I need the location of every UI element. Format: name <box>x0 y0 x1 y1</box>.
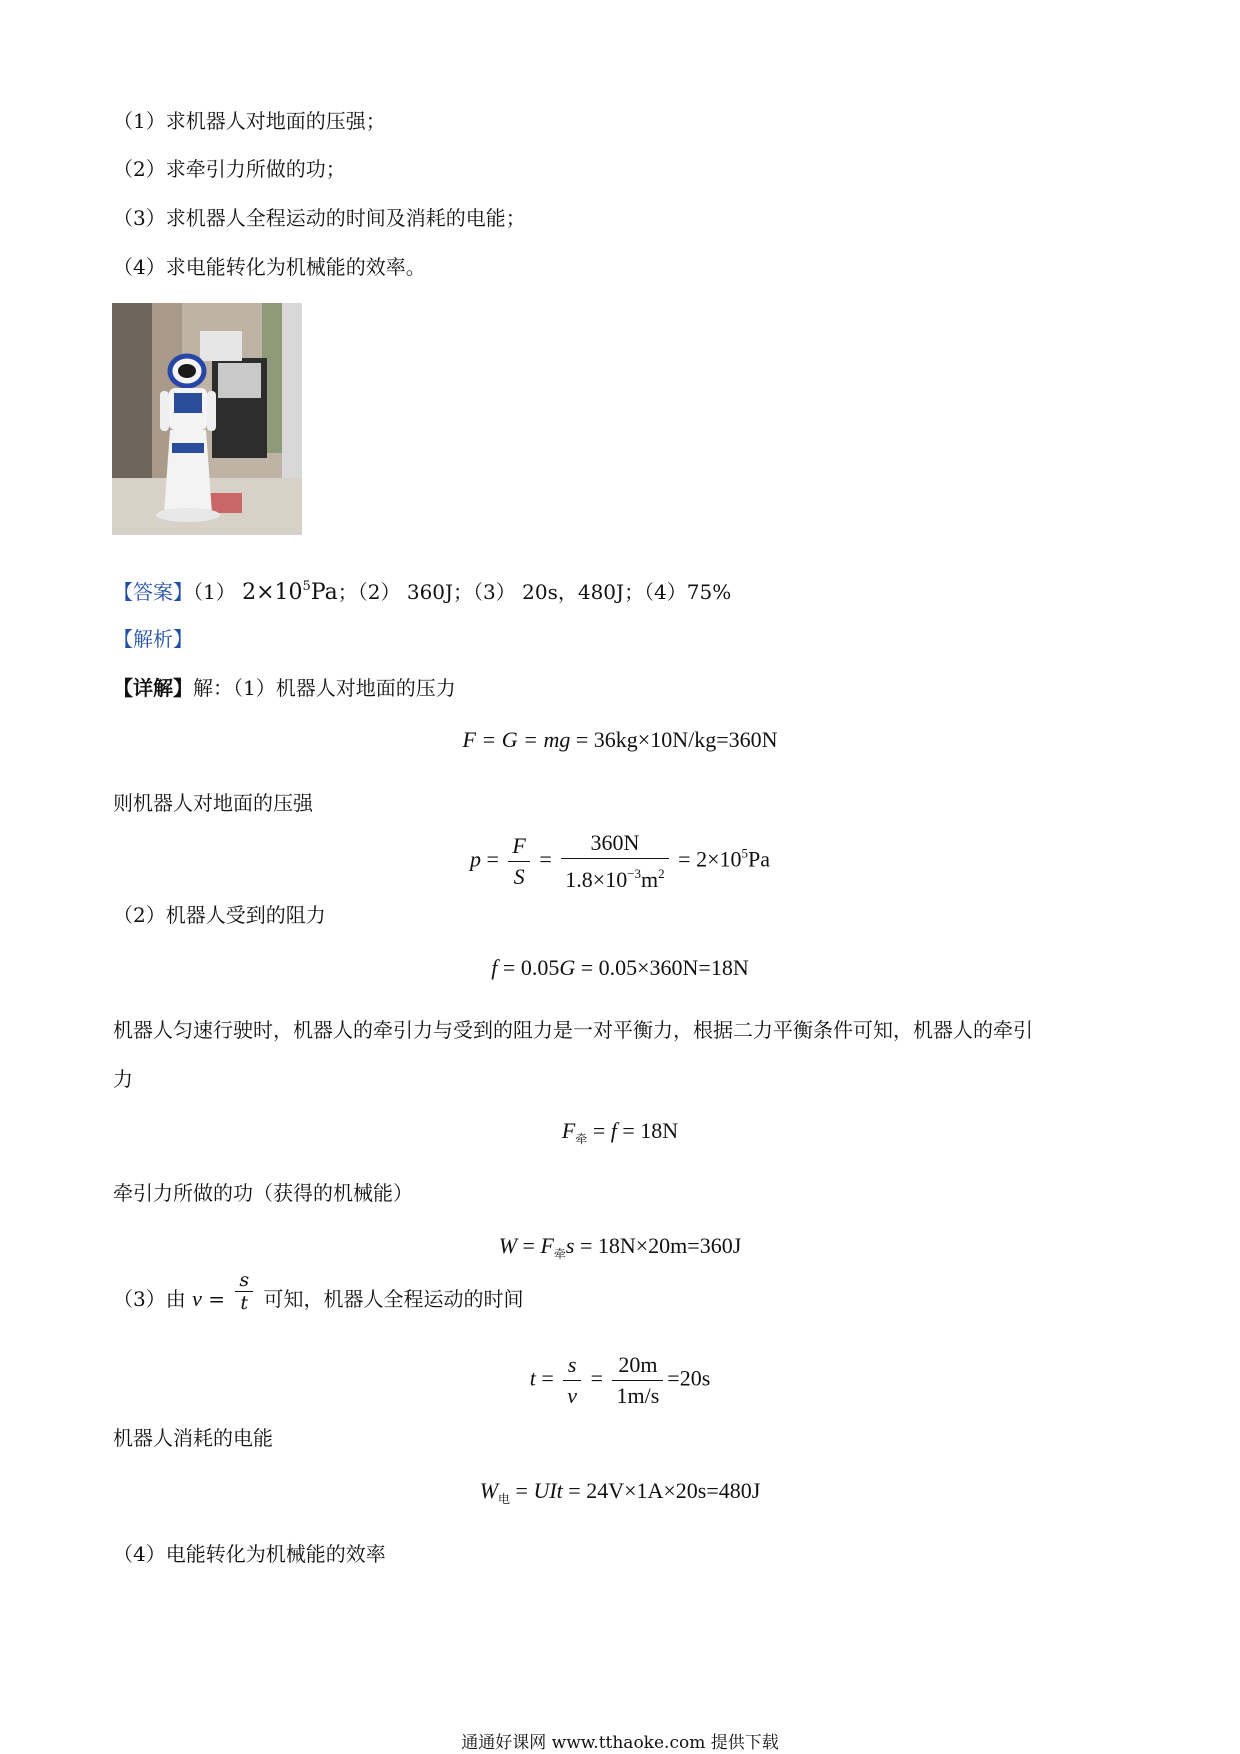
analysis-label: 【解析】 <box>113 627 193 651</box>
answer-label: 【答案】 <box>113 580 193 604</box>
equation-force: F = G = mg = 36kg×10N/kg=360N <box>462 727 778 752</box>
answer-value-4: 75% <box>686 580 732 604</box>
detail-intro <box>113 675 456 701</box>
robot-photo <box>112 303 302 535</box>
answer-value-3b: 480J <box>577 580 625 604</box>
detail-intro-text: 解：（1）机器人对地面的压力 <box>193 676 456 700</box>
answer-part-1: （1） <box>193 580 236 604</box>
answer-value-1: $2\times 10^5Pa$ <box>242 579 338 605</box>
time-line: （3）由 v = $\frac{s}{t}$ 可知，机器人全程运动的时间 <box>113 1269 524 1314</box>
equation-traction: $F_牵 = f = 18N$ <box>561 1118 679 1146</box>
detail-label: 【详解】 <box>113 676 193 700</box>
answer-value-2: 360J <box>406 580 454 604</box>
answer-sep-4: ；（4） <box>624 580 687 604</box>
robot-photo-illustration <box>112 303 302 535</box>
answer-line <box>113 574 731 606</box>
answer-value-3a: 20s <box>522 580 558 604</box>
footer-source: 通通好课网 www.tthaoke.com 提供下载 <box>461 1733 779 1753</box>
work-line: 牵引力所做的功（获得的机械能） <box>113 1181 413 1205</box>
fraction-s-over-t: $\frac{s}{t}$ <box>235 1269 253 1314</box>
answer-sep-3: ， <box>557 580 578 604</box>
fraction-20m-over-1ms: $\frac{20m}{1m/s}$ <box>612 1350 663 1411</box>
pressure-line: 则机器人对地面的压强 <box>113 791 313 815</box>
answer-sep-1: ；（2） <box>337 580 401 604</box>
fraction-f-over-s: $\frac{F}{S}$ <box>508 831 529 892</box>
question-2: （2）求牵引力所做的功； <box>113 157 346 181</box>
question-3: （3）求机器人全程运动的时间及消耗的电能； <box>113 206 526 230</box>
balance-line-2: 力 <box>113 1067 133 1091</box>
answer-sep-2: ；（3） <box>453 580 516 604</box>
question-1: （1）求机器人对地面的压强； <box>113 109 386 133</box>
equation-pressure: p = $\frac{F}{S}$ = $\frac{360N}{1.8\times 10^{-3}m^2}$ = $2\times 10^5Pa$ <box>0 828 1240 895</box>
resistance-line: （2）机器人受到的阻力 <box>113 903 326 927</box>
efficiency-line: （4）电能转化为机械能的效率 <box>113 1542 386 1566</box>
question-4: （4）求电能转化为机械能的效率。 <box>113 255 426 279</box>
equation-resistance: f = 0.05G = 0.05×360N=18N <box>491 955 749 980</box>
fraction-360n: $\frac{360N}{1.8\times 10^{-3}m^2}$ <box>561 828 668 895</box>
equation-work: $W = F_牵s = 18N\times 20m=360J$ <box>498 1233 742 1261</box>
equation-energy: $W_电$ = UIt = 24V×1A×20s=480J <box>479 1478 761 1506</box>
fraction-s-over-v: $\frac{s}{v}$ <box>563 1350 581 1411</box>
energy-line: 机器人消耗的电能 <box>113 1426 273 1450</box>
balance-line-1: 机器人匀速行驶时，机器人的牵引力与受到的阻力是一对平衡力，根据二力平衡条件可知，机器人的牵引 <box>113 1018 1033 1042</box>
equation-time: t = $\frac{s}{v}$ = $\frac{20m}{1m/s}$ =20s <box>0 1350 1240 1411</box>
